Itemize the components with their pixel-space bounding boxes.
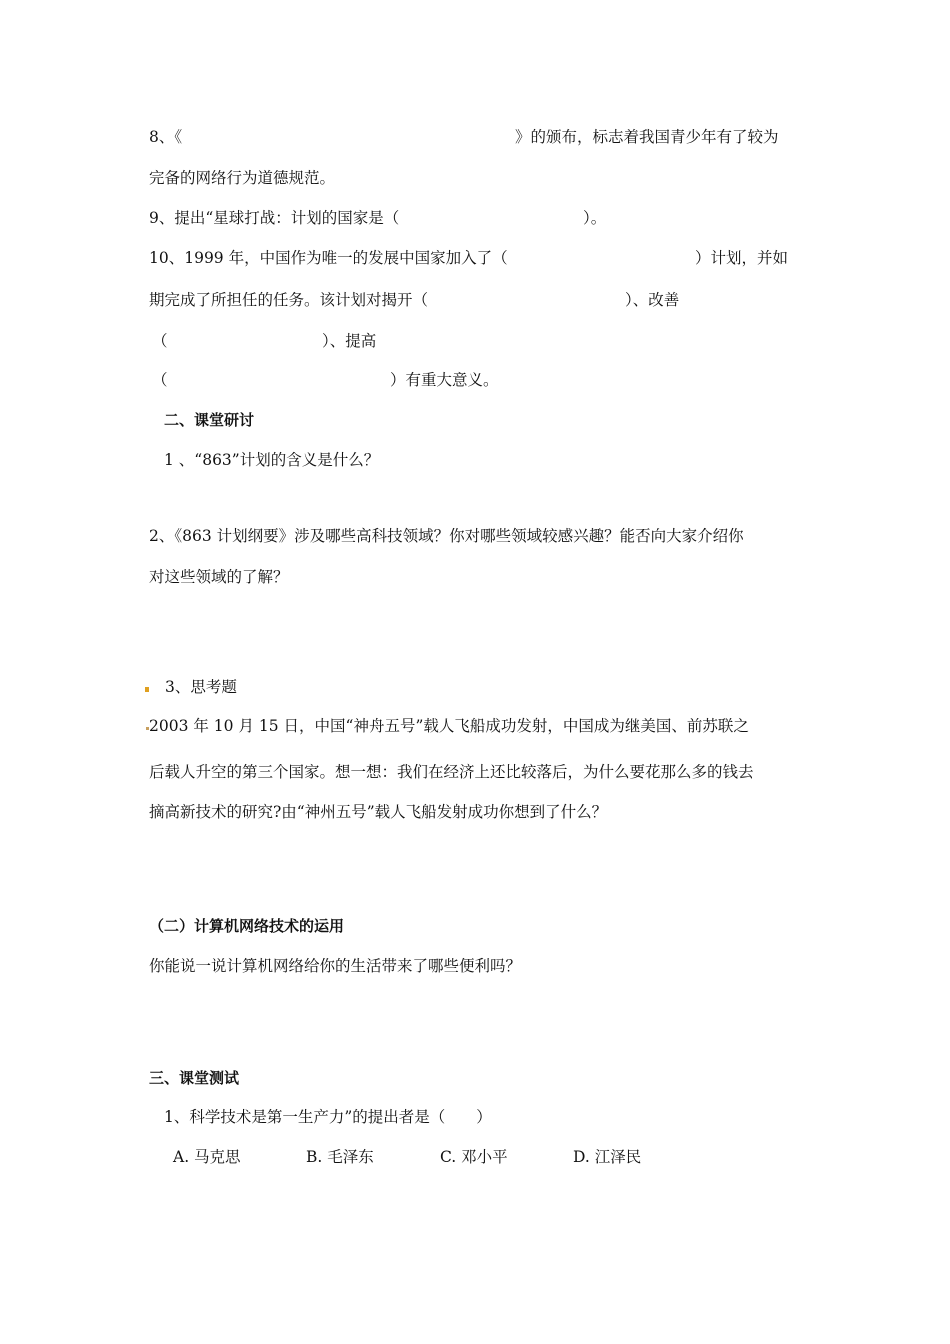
network-heading: （二）计算机网络技术的运用	[149, 917, 345, 935]
section-two-q2-line2: 对这些领域的了解？	[149, 568, 289, 586]
section-two-q3-line3: 摘高新技术的研究?由“神州五号”载人飞船发射成功你想到了什么？	[149, 803, 608, 821]
section-two-q2-line1: 2、《863 计划纲要》涉及哪些高科技领域？你对哪些领域较感兴趣？能否向大家介绍你	[149, 527, 744, 545]
section-three-heading: 三、课堂测试	[149, 1069, 240, 1087]
section-two-q3-line2: 后载人升空的第三个国家。想一想：我们在经济上还比较落后，为什么要花那么多的钱去	[149, 763, 754, 781]
q8-start: 8、《	[149, 128, 183, 146]
section-three-q1: 1、科学技术是第一生产力”的提出者是（ ）	[164, 1108, 492, 1126]
section-two-q1: 1 、“863”计划的含义是什么？	[164, 451, 380, 469]
q10-line3-end: ）、提高	[322, 332, 377, 350]
q8-line2: 完备的网络行为道德规范。	[149, 169, 336, 187]
section-two-heading: 二、课堂研讨	[164, 411, 255, 429]
q9-start: 9、提出“星球打战：计划的国家是（	[149, 209, 400, 227]
section-two-q3-title: 3、思考题	[165, 678, 237, 696]
section-two-q3-line1: 2003 年 10 月 15 日，中国“神舟五号”载人飞船成功发射，中国成为继美国、前苏联之	[149, 717, 749, 735]
option-d: D. 江泽民	[573, 1148, 642, 1166]
option-b: B. 毛泽东	[306, 1148, 374, 1166]
q10-line2-end: ）、改善	[625, 291, 680, 309]
q10-line2-start: 期完成了所担任的任务。该计划对揭开（	[149, 291, 429, 309]
network-question: 你能说一说计算机网络给你的生活带来了哪些便利吗？	[149, 957, 522, 975]
option-c: C. 邓小平	[440, 1148, 508, 1166]
option-a: A. 马克思	[173, 1148, 241, 1166]
q8-end: 》的颁布，标志着我国青少年有了较为	[515, 128, 779, 146]
margin-mark	[145, 687, 149, 692]
q10-line4-start: （	[152, 371, 168, 389]
q10-line4-end: ）有重大意义。	[390, 371, 499, 389]
q10-line3-start: （	[152, 332, 168, 350]
q10-start: 10、1999 年，中国作为唯一的发展中国家加入了（	[149, 249, 508, 267]
q10-end: ）计划，并如	[695, 249, 789, 267]
q9-end: ）。	[583, 209, 607, 227]
